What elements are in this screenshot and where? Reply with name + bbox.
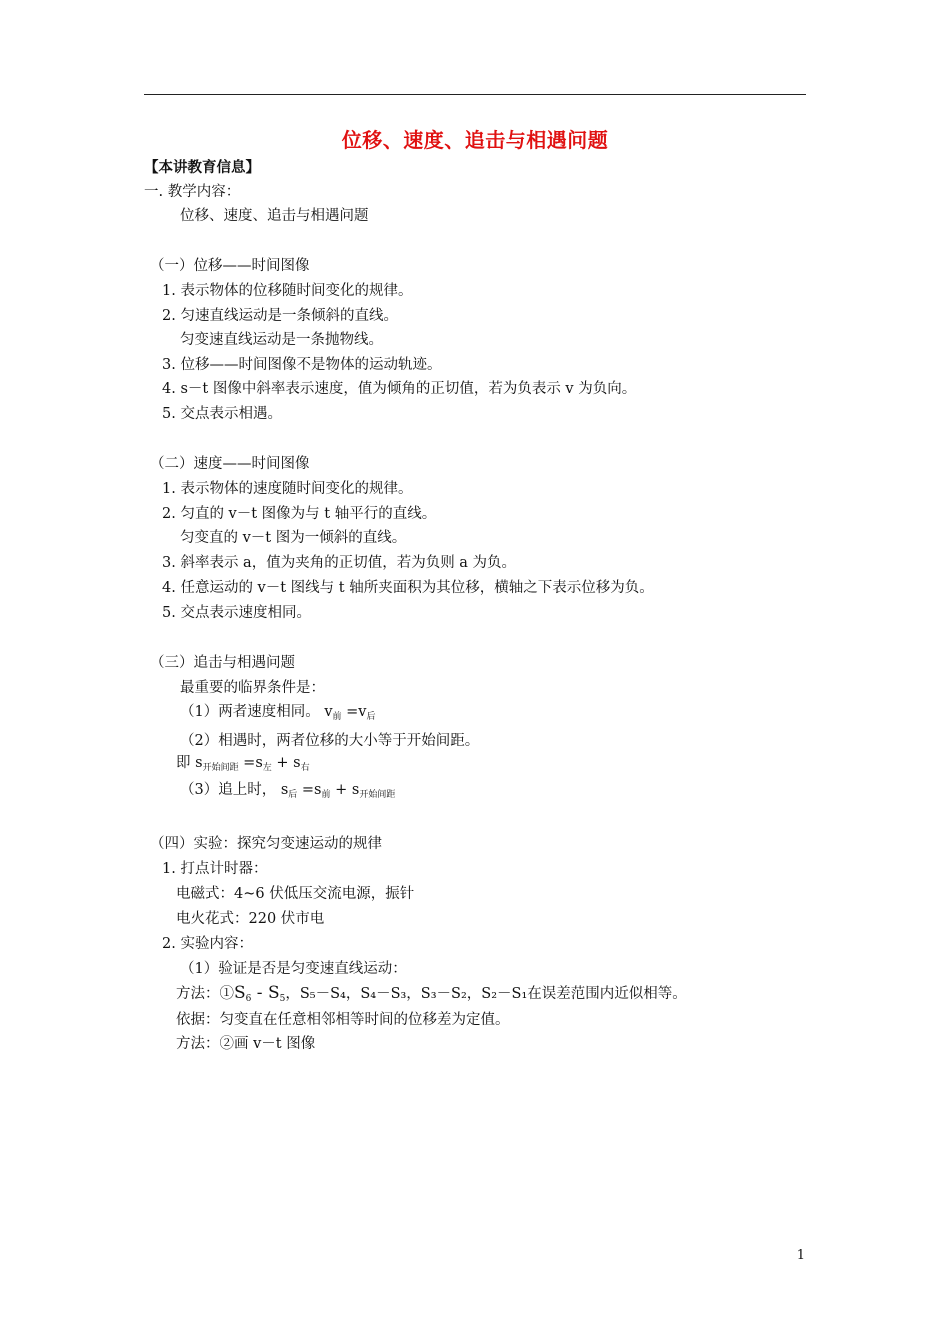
subscript: 后 xyxy=(366,712,376,722)
subscript: 开始间距 xyxy=(202,763,239,773)
section-2-item-4: 4. 任意运动的 v－t 图线与 t 轴所夹面积为其位移，横轴之下表示位移为负。 xyxy=(162,580,654,596)
formula-text: S xyxy=(234,983,246,1003)
condition-1-text: （1）两者速度相同。 v xyxy=(180,704,333,720)
formula-text: （3）追上时， s xyxy=(180,782,289,798)
section-1-item-4: 4. s－t 图像中斜率表示速度，值为倾角的正切值，若为负表示 v 为负向。 xyxy=(162,381,637,397)
section-4-item-1a: 电磁式：4~6 伏低压交流电源，振针 xyxy=(176,886,415,902)
section-4-method-2: 方法：②画 v－t 图像 xyxy=(176,1036,316,1052)
subscript: 右 xyxy=(300,763,310,773)
section-3-intro: 最重要的临界条件是： xyxy=(180,680,325,696)
equals: =v xyxy=(341,704,367,720)
method-text: 方法：① xyxy=(176,986,234,1002)
section-1-item-3: 3. 位移——时间图像不是物体的运动轨迹。 xyxy=(162,357,442,373)
subscript: 6 xyxy=(245,994,252,1004)
section-3-condition-3 xyxy=(180,780,395,800)
method-text: ，S₅－S₄，S₄－S₃，S₃－S₂，S₂－S₁在误差范围内近似相等。 xyxy=(285,986,687,1002)
section-3-condition-2: （2）相遇时，两者位移的大小等于开始间距。 xyxy=(180,733,480,749)
subscript: 后 xyxy=(288,790,298,800)
section-1-item-2: 2. 匀速直线运动是一条倾斜的直线。 xyxy=(162,308,398,324)
section-1-heading: （一）位移——时间图像 xyxy=(150,258,310,274)
page-title: 位移、速度、追击与相遇问题 xyxy=(341,128,609,152)
section-2-item-2b: 匀变直的 v－t 图为一倾斜的直线。 xyxy=(180,530,407,546)
formula-text: + s xyxy=(271,755,301,771)
section-1-item-1: 1. 表示物体的位移随时间变化的规律。 xyxy=(162,283,413,299)
formula-text: + s xyxy=(330,782,360,798)
subscript: 5 xyxy=(279,994,286,1004)
header-rule xyxy=(144,94,806,95)
subscript: 前 xyxy=(332,712,342,722)
section-2-item-3: 3. 斜率表示 a，值为夹角的正切值，若为负则 a 为负。 xyxy=(162,555,517,571)
section-3-heading: （三）追击与相遇问题 xyxy=(150,655,295,671)
formula-text: 即 s xyxy=(176,755,203,771)
section-1-item-2b: 匀变速直线运动是一条抛物线。 xyxy=(180,332,383,348)
section-2-heading: （二）速度——时间图像 xyxy=(150,456,310,472)
section-4-method-1 xyxy=(176,983,687,1004)
section-3-condition-1 xyxy=(180,702,376,722)
subscript: 左 xyxy=(262,763,272,773)
section-1-item-5: 5. 交点表示相遇。 xyxy=(162,406,282,422)
section-4-item-2: 2. 实验内容： xyxy=(162,936,253,952)
subscript: 前 xyxy=(321,790,331,800)
section-4-heading: （四）实验：探究匀变速运动的规律 xyxy=(150,836,382,852)
section-2-item-1: 1. 表示物体的速度随时间变化的规律。 xyxy=(162,481,413,497)
formula-text: - S xyxy=(251,983,280,1003)
section-2-item-5: 5. 交点表示速度相同。 xyxy=(162,605,311,621)
info-header: 【本讲教育信息】 xyxy=(144,159,260,176)
content-topic: 位移、速度、追击与相遇问题 xyxy=(180,208,369,224)
section-2-item-2: 2. 匀直的 v－t 图像为与 t 轴平行的直线。 xyxy=(162,506,437,522)
formula-text: =s xyxy=(238,755,263,771)
subscript: 开始间距 xyxy=(359,790,396,800)
section-4-item-2a: （1）验证是否是匀变速直线运动： xyxy=(180,961,407,977)
formula-text: =s xyxy=(297,782,322,798)
section-4-item-1: 1. 打点计时器： xyxy=(162,861,268,877)
section-3-formula-1 xyxy=(176,753,310,773)
page-number: 1 xyxy=(796,1248,805,1263)
section-4-basis: 依据：匀变直在任意相邻相等时间的位移差为定值。 xyxy=(176,1012,510,1028)
section-4-item-1b: 电火花式：220 伏市电 xyxy=(176,911,325,927)
section-heading-content: 一. 教学内容： xyxy=(144,184,241,200)
